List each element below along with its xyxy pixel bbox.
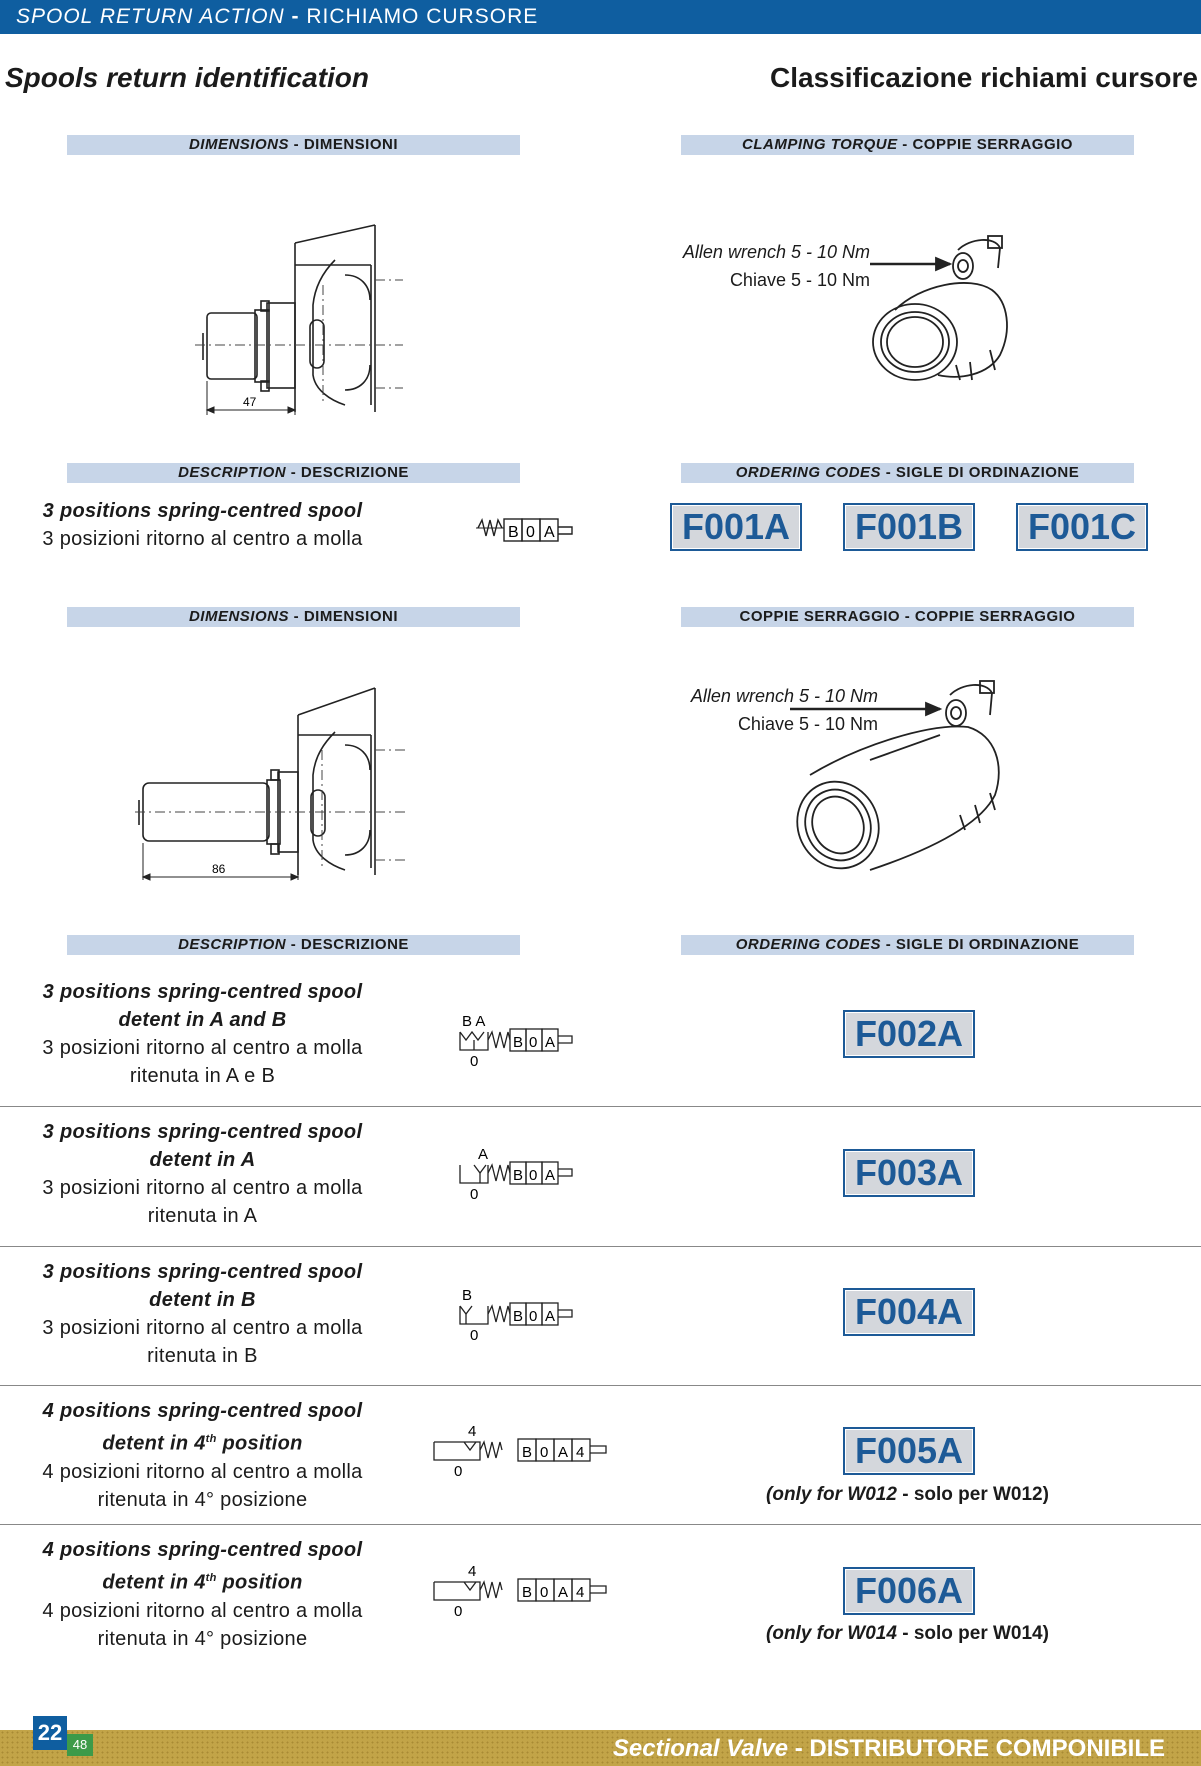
svg-text:4: 4 (468, 1423, 477, 1440)
code-f004a: F004A (843, 1288, 975, 1336)
svg-text:B: B (522, 1584, 533, 1601)
valve-symbol-f004 (458, 1284, 588, 1344)
row-divider (0, 1385, 1201, 1386)
svg-text:A: A (558, 1444, 569, 1461)
svg-text:0: 0 (470, 1053, 479, 1070)
svg-text:A: A (545, 1167, 556, 1184)
heading-right: Classificazione richiami cursore (770, 62, 1198, 93)
svg-text:4: 4 (576, 1444, 585, 1461)
row-divider (0, 1524, 1201, 1525)
dimension-label: 47 (243, 395, 257, 409)
valve-symbol-f005 (432, 1420, 617, 1480)
torque-spec: Allen wrench 5 - 10 Nm Chiave 5 - 10 Nm (682, 242, 870, 290)
code-f005a: F005A (843, 1427, 975, 1475)
row-divider (0, 1106, 1201, 1107)
description-bar: DESCRIPTION - DESCRIZIONE (67, 463, 520, 483)
svg-text:B: B (462, 1287, 473, 1304)
description-f003: 3 positions spring-centred spool detent in A 3 posizioni ritorno al centro a molla ritenuta in A (42, 1121, 363, 1227)
ordering-codes-bar-2: ORDERING CODES - SIGLE DI ORDINAZIONE (681, 935, 1134, 955)
valve-symbol-f006 (432, 1560, 617, 1620)
description-f004: 3 positions spring-centred spool detent in B 3 posizioni ritorno al centro a molla ritenuta in B (42, 1261, 363, 1367)
dimensions-bar-2: DIMENSIONS - DIMENSIONI (67, 607, 520, 627)
svg-text:0: 0 (470, 1327, 479, 1344)
svg-text:B A: B A (462, 1013, 486, 1030)
code-f003a: F003A (843, 1149, 975, 1197)
valve-symbol-f003 (458, 1143, 588, 1203)
description-bar-2: DESCRIPTION - DESCRIZIONE (67, 935, 520, 955)
svg-text:0: 0 (540, 1444, 549, 1461)
svg-text:0: 0 (529, 1034, 538, 1051)
page-number: 22 (33, 1716, 67, 1750)
svg-text:A: A (558, 1584, 569, 1601)
header-bar (0, 0, 1201, 34)
note-f006a: (only for W014 - solo per W014) (766, 1623, 1049, 1644)
row-divider (0, 1246, 1201, 1247)
svg-text:B: B (513, 1308, 524, 1325)
code-f001b: F001B (843, 503, 975, 551)
svg-text:B: B (513, 1167, 524, 1184)
valve-symbol-f001 (474, 514, 574, 548)
description-f002: 3 positions spring-centred spool detent in A and B 3 posizioni ritorno al centro a molla ritenuta in A e B (42, 981, 363, 1087)
description-f006: 4 positions spring-centred spool detent in 4th position 4 posizioni ritorno al centro a molla ritenuta in 4° posizione (42, 1539, 363, 1650)
code-f006a: F006A (843, 1567, 975, 1615)
torque-bar: CLAMPING TORQUE - COPPIE SERRAGGIO (681, 135, 1134, 155)
header-title: SPOOL RETURN ACTION - RICHIAMO CURSORE (16, 5, 539, 28)
torque-bar-2: COPPIE SERRAGGIO - COPPIE SERRAGGIO (681, 607, 1134, 627)
svg-text:0: 0 (470, 1186, 479, 1203)
heading-left: Spools return identification (5, 62, 370, 93)
note-f005a: (only for W012 - solo per W012) (766, 1484, 1049, 1505)
svg-text:A: A (545, 1308, 556, 1325)
valve-symbol-f002 (458, 1010, 588, 1070)
footer-title: Sectional Valve - DISTRIBUTORE COMPONIBILE (612, 1735, 1165, 1762)
svg-text:A: A (544, 524, 555, 541)
torque-spec-2: Allen wrench 5 - 10 Nm Chiave 5 - 10 Nm (690, 686, 878, 734)
dimension-label-2: 86 (212, 862, 226, 876)
svg-text:4: 4 (468, 1563, 477, 1580)
svg-text:A: A (478, 1146, 489, 1163)
svg-text:0: 0 (526, 524, 535, 541)
svg-text:0: 0 (529, 1167, 538, 1184)
page-sub-number: 48 (67, 1734, 93, 1756)
svg-text:4: 4 (576, 1584, 585, 1601)
dimensions-bar: DIMENSIONS - DIMENSIONI (67, 135, 520, 155)
code-f001c: F001C (1016, 503, 1148, 551)
code-f001a: F001A (670, 503, 802, 551)
svg-text:B: B (522, 1444, 533, 1461)
svg-text:A: A (545, 1034, 556, 1051)
code-f002a: F002A (843, 1010, 975, 1058)
solenoid-cap-long-illustration (790, 675, 1015, 890)
solenoid-cap-illustration (860, 230, 1020, 410)
footer-bar (0, 1730, 1201, 1766)
dimension-drawing-long (135, 680, 410, 885)
svg-text:0: 0 (454, 1603, 463, 1620)
svg-text:B: B (513, 1034, 524, 1051)
description-f001: 3 positions spring-centred spool 3 posizioni ritorno al centro a molla (42, 500, 363, 550)
svg-text:B: B (508, 524, 519, 541)
ordering-codes-bar: ORDERING CODES - SIGLE DI ORDINAZIONE (681, 463, 1134, 483)
description-f005: 4 positions spring-centred spool detent in 4th position 4 posizioni ritorno al centro a molla ritenuta in 4° posizione (42, 1400, 363, 1511)
svg-text:0: 0 (454, 1463, 463, 1480)
dimension-drawing-short (195, 215, 405, 420)
svg-text:0: 0 (529, 1308, 538, 1325)
svg-text:0: 0 (540, 1584, 549, 1601)
